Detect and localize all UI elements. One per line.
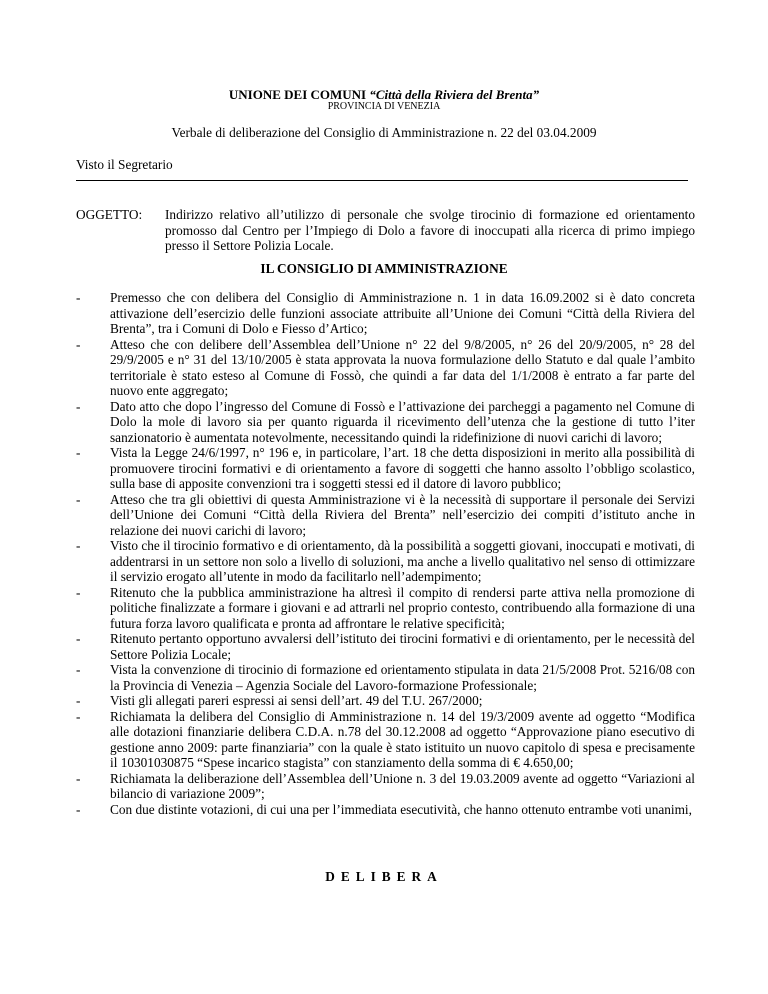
- list-item: [76, 662, 695, 693]
- list-item-text: Richiamata la delibera del Consiglio di Amministrazione n. 14 del 19/3/2009 avente ad oggetto “Modifica alle dotazioni finanziarie delibera C.D.A. n.78 del 30.12.2008 ad oggetto “Approvazione piano esecutivo di gestione anno 2009: parte finanziaria” con la quale è stato istituito un nuovo capitolo di spesa e precisamente il 10301030875 “Spese incarico stagista” con stanziamento della somma di € 4.650,00;: [110, 708, 695, 770]
- list-item-text: Ritenuto che la pubblica amministrazione ha altresì il compito di rendersi parte attiva nella promozione di politiche finalizzate a formare i giovani e ad attrarli nel proprio contesto, contribuendo alla formazione di una futura forza lavoro qualificata e pronta ad affrontare le relative specificità;: [110, 584, 695, 631]
- list-item-text: Ritenuto pertanto opportuno avvalersi dell’istituto dei tirocini formativi e di orientamento, per le necessità del Settore Polizia Locale;: [110, 631, 695, 662]
- list-item: [76, 771, 695, 802]
- list-item-text: Atteso che tra gli obiettivi di questa Amministrazione vi è la necessità di supportare il personale dei Servizi dell’Unione dei Comuni “Città della Riviera del Brenta” nell’esercizio dei compiti d’istituto anche in relazione dei nuovi carichi di lavoro;: [110, 491, 695, 538]
- oggetto-text: Indirizzo relativo all’utilizzo di personale che svolge tirocinio di formazione ed orientamento promosso dal Centro per l’Impiego di Dolo a favore di inoccupati alla ricerca di primo impiego presso il Settore Polizia Locale.: [165, 207, 695, 253]
- list-item: [76, 693, 695, 709]
- oggetto-block: [76, 207, 695, 254]
- visto-segretario: Visto il Segretario: [76, 157, 173, 172]
- dash-bullet: -: [76, 538, 81, 553]
- delibera-heading: DELIBERA: [325, 869, 443, 884]
- dash-bullet: -: [76, 336, 81, 352]
- list-item-text: Premesso che con delibera del Consiglio di Amministrazione n. 1 in data 16.09.2002 si è dato concreta attivazione dell’esercizio delle funzioni associate attribuite all’Unione dei Comuni “Città della Riviera del Brenta”, tra i Comuni di Dolo e Fiesso d’Artico;: [110, 290, 695, 336]
- list-item: [76, 290, 695, 337]
- list-item: [76, 399, 695, 446]
- list-item-text: Visti gli allegati pareri espressi ai sensi dell’art. 49 del T.U. 267/2000;: [110, 693, 483, 708]
- section-title: IL CONSIGLIO DI AMMINISTRAZIONE: [260, 261, 508, 276]
- list-item: [76, 709, 695, 771]
- dash-bullet: -: [76, 801, 81, 817]
- horizontal-divider: [76, 180, 688, 181]
- dash-bullet: -: [76, 398, 81, 414]
- dash-bullet: -: [76, 693, 81, 708]
- dash-bullet: -: [76, 662, 81, 677]
- list-item: [76, 337, 695, 399]
- list-item: [76, 445, 695, 492]
- document-header-title: [0, 87, 768, 102]
- list-item-text: Vista la Legge 24/6/1997, n° 196 e, in particolare, l’art. 18 che detta disposizioni in merito alla possibilità di promuovere tirocini formativi e di orientamento a favore di soggetti che hanno assolto l’obbligo scolastico, sulla base di apposite convenzioni tra i soggetti stessi ed il datore di lavoro pubblico;: [110, 445, 695, 491]
- list-item-text: Dato atto che dopo l’ingresso del Comune di Fossò e l’attivazione dei parcheggi a pagamento nel Comune di Dolo la mole di lavoro sia per quanto riguarda il ricevimento dell’utenza che la gestione di tutto l’iter sanzionatorio è aumentata notevolmente, necessitando quindi la ridefinizione di nuovi carichi di lavoro;: [110, 398, 695, 445]
- header-title-italic: “Città della Riviera del Brenta”: [369, 87, 540, 102]
- list-item: [76, 585, 695, 632]
- list-item-text: Atteso che con delibere dell’Assemblea dell’Unione n° 22 del 9/8/2005, n° 26 del 20/9/2005, n° 28 del 29/9/2005 e n° 31 del 13/10/2005 è stata approvata la nuova formulazione dello Statuto e dal quale l’ambito territoriale è stato esteso al Comune di Fossò, che quindi a far data del 1/1/2008 è entrato a far parte del nuovo ente aggregato;: [110, 336, 695, 398]
- list-item: [76, 631, 695, 662]
- dash-bullet: -: [76, 708, 81, 724]
- header-title-prefix: UNIONE DEI COMUNI: [228, 87, 370, 102]
- list-item: [76, 802, 695, 818]
- dash-bullet: -: [76, 770, 81, 786]
- dash-bullet: -: [76, 445, 81, 460]
- list-item: [76, 492, 695, 539]
- list-item-text: Con due distinte votazioni, di cui una per l’immediata esecutività, che hanno ottenuto entrambe voti unanimi,: [110, 801, 692, 817]
- dash-bullet: -: [76, 290, 81, 305]
- oggetto-label: OGGETTO:: [76, 207, 143, 222]
- dash-bullet: -: [76, 631, 81, 646]
- dash-bullet: -: [76, 491, 81, 507]
- list-item-text: Visto che il tirocinio formativo e di orientamento, dà la possibilità a soggetti giovani, inoccupati e motivati, di addentrarsi in un settore non solo a livello di soluzioni, ma anche a livello qualitativo nel senso di ottimizzare il servizio erogato all’utente in modo da facilitarlo nell’adempimento;: [110, 538, 695, 584]
- list-item-text: Richiamata la deliberazione dell’Assemblea dell’Unione n. 3 del 19.03.2009 avente ad oggetto “Variazioni al bilancio di variazione 2009”;: [110, 770, 695, 801]
- premesse-list: [76, 290, 695, 817]
- list-item-text: Vista la convenzione di tirocinio di formazione ed orientamento stipulata in data 21/5/2008 Prot. 5216/08 con la Provincia di Venezia – Agenzia Sociale del Lavoro-formazione Professionale;: [110, 662, 695, 693]
- dash-bullet: -: [76, 584, 81, 600]
- list-item: [76, 538, 695, 585]
- verbale-line: Verbale di deliberazione del Consiglio di Amministrazione n. 22 del 03.04.2009: [171, 125, 597, 140]
- document-header-subtitle: PROVINCIA DI VENEZIA: [327, 101, 441, 112]
